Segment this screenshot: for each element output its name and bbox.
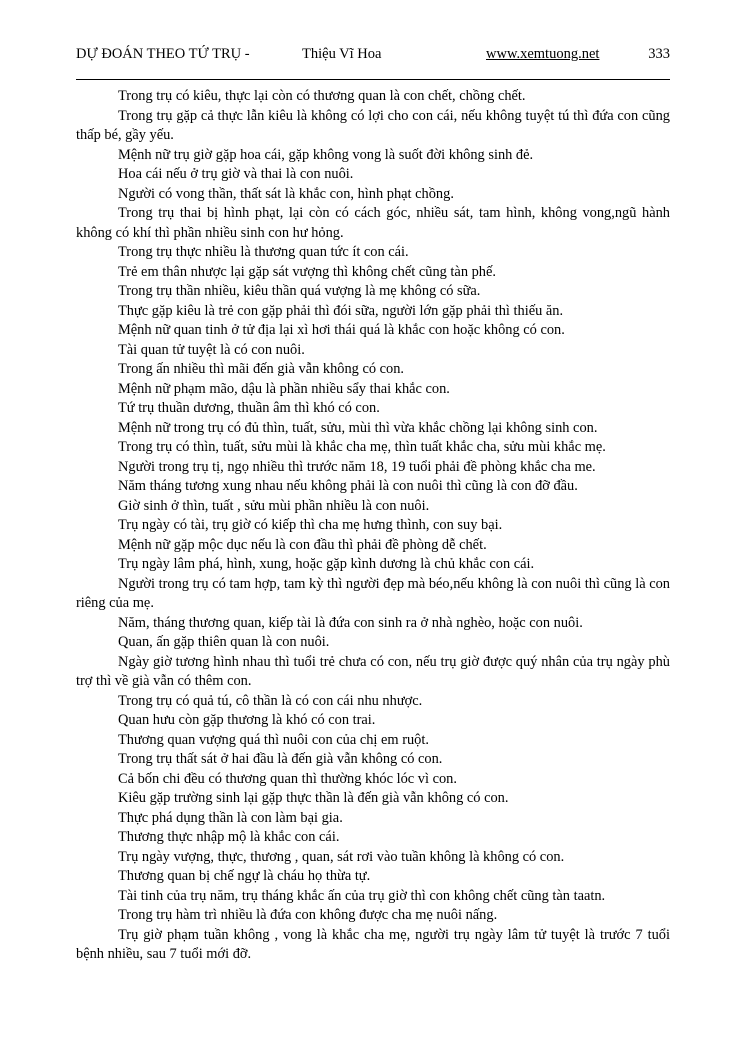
paragraph: Tài quan tử tuyệt là có con nuôi. (118, 341, 305, 358)
paragraph: Trong trụ có kiêu, thực lại còn có thương quan là con chết, chồng chết. (118, 88, 526, 104)
paragraph: Trẻ em thân nhược lại gặp sát vượng thì không chết cũng tàn phế. (118, 263, 496, 280)
paragraph: Người có vong thần, thất sát là khắc con, hình phạt chồng. (118, 185, 454, 202)
paragraph: Hoa cái nếu ở trụ giờ và thai là con nuôi. (118, 166, 354, 182)
paragraph: Trụ ngày lâm phá, hình, xung, hoặc gặp kình dương là chủ khắc con cái. (118, 556, 535, 572)
paragraph: Trong trụ thất sát ở hai đầu là đến già vẫn không có con. (118, 751, 443, 767)
paragraph: Cả bốn chi đều có thương quan thì thường khóc lóc vì con. (118, 770, 457, 787)
paragraph: Trong ấn nhiều thì mãi đến già vẫn không có con. (118, 361, 405, 377)
paragraph: Người trong trụ có tam hợp, tam kỳ thì người đẹp mà béo,nếu không là con nuôi thì cũng là con riêng của mẹ. (76, 575, 670, 611)
paragraph: Mệnh nữ quan tinh ở tử địa lại xì hơi thái quá là khắc con hoặc không có con. (118, 322, 565, 338)
paragraph: Trong trụ thực nhiều là thương quan tức ít con cái. (118, 244, 409, 260)
paragraph: Trong trụ hàm trì nhiều là đứa con không được cha mẹ nuôi nấng. (118, 907, 498, 923)
paragraph: Thực phá dụng thần là con làm bại gia. (118, 809, 343, 826)
paragraph: Quan hưu còn gặp thương là khó có con trai. (118, 712, 376, 728)
website-link[interactable]: www.xemtuong.net (486, 46, 600, 62)
paragraph: Tài tinh của trụ năm, trụ tháng khắc ấn của trụ giờ thì con không chết cũng tàn taatn. (118, 887, 606, 904)
paragraph: Trong trụ có quả tú, cô thần là có con cái nhu nhược. (118, 692, 423, 709)
book-title: DỰ ĐOÁN THEO TỨ TRỤ - (76, 46, 250, 62)
paragraph: Năm, tháng thương quan, kiếp tài là đứa con sinh ra ở nhà nghèo, hoặc con nuôi. (118, 614, 583, 631)
paragraph: Người trong trụ tị, ngọ nhiều thì trước năm 18, 19 tuổi phải đề phòng khắc cha me. (118, 458, 596, 475)
paragraph: Quan, ấn gặp thiên quan là con nuôi. (118, 634, 330, 650)
paragraph: Mệnh nữ trụ giờ gặp hoa cái, gặp không vong là suốt đời không sinh đẻ. (118, 146, 534, 163)
header-divider (76, 79, 670, 80)
paragraph: Kiêu gặp trường sinh lại gặp thực thần là đến già vẫn không có con. (118, 790, 509, 806)
paragraph: Mệnh nữ trong trụ có đủ thìn, tuất, sửu, mùi thì vừa khắc chồng lại không sinh con. (118, 419, 598, 436)
paragraph: Giờ sinh ở thìn, tuất , sửu mùi phần nhiều là con nuôi. (118, 497, 430, 514)
paragraph: Trong trụ thai bị hình phạt, lại còn có cách góc, nhiều sát, tam hình, không vong,ngũ hành không có khí thì phần nhiều sinh con hư hỏng. (76, 205, 670, 241)
paragraph: Trụ ngày vượng, thực, thương , quan, sát rơi vào tuần không là không có con. (118, 848, 565, 865)
paragraph: Trong trụ gặp cả thực lẫn kiêu là không có lợi cho con cái, nếu không tuyệt tú thì đứa con cũng thấp bé, gầy yếu. (76, 107, 670, 143)
paragraph: Tứ trụ thuần dương, thuần âm thì khó có con. (118, 400, 380, 416)
paragraph: Thực gặp kiêu là trẻ con gặp phải thì đói sữa, người lớn gặp phải thì thiếu ăn. (118, 302, 564, 319)
paragraph: Trụ giờ phạm tuần không , vong là khắc cha mẹ, người trụ ngày lâm tử tuyệt là trước 7 tuổi bệnh nhiều, sau 7 tuổi mới đỡ. (76, 926, 670, 962)
paragraph: Thương thực nhập mộ là khắc con cái. (118, 829, 340, 845)
paragraph: Trụ ngày có tài, trụ giờ có kiếp thì cha mẹ hưng thình, con suy bại. (118, 517, 503, 533)
paragraph: Thương quan bị chế ngự là cháu họ thừa tự. (118, 868, 371, 884)
paragraph: Trong trụ có thìn, tuất, sửu mùi là khắc cha mẹ, thìn tuất khắc cha, sửu mùi khắc mẹ. (118, 439, 606, 455)
page-header (76, 46, 670, 68)
paragraph: Năm tháng tương xung nhau nếu không phải là con nuôi thì cũng là con đỡ đầu. (118, 478, 578, 494)
document-body (76, 87, 670, 965)
paragraph: Trong trụ thần nhiều, kiêu thần quá vượng là mẹ không có sữa. (118, 283, 481, 299)
paragraph: Ngày giờ tương hình nhau thì tuổi trẻ chưa có con, nếu trụ giờ được quý nhân của trụ ngày phù trợ thì về già vẫn có thêm con. (76, 653, 670, 689)
paragraph: Thương quan vượng quá thì nuôi con của chị em ruột. (118, 731, 429, 748)
paragraph: Mệnh nữ phạm mão, dậu là phần nhiều sẩy thai khắc con. (118, 380, 450, 397)
paragraph: Mệnh nữ gặp mộc dục nếu là con đầu thì phải đề phòng dễ chết. (118, 536, 487, 553)
page-number: 333 (648, 46, 670, 62)
author-name: Thiệu Vĩ Hoa (302, 46, 382, 62)
